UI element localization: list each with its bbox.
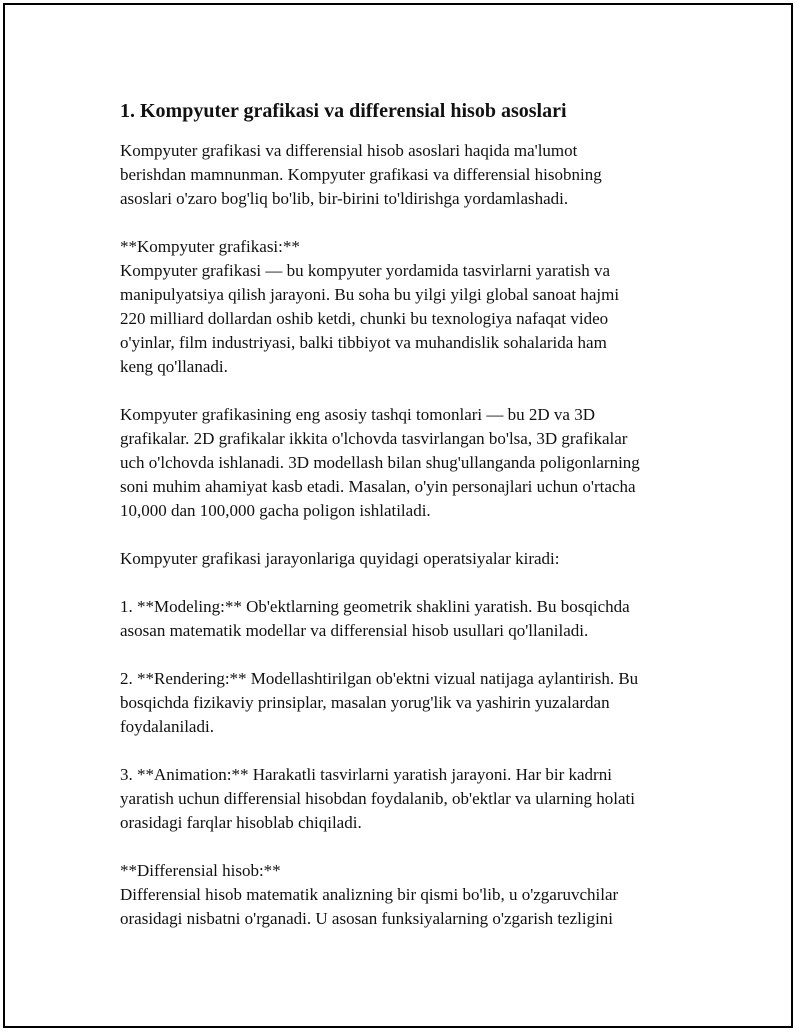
paragraph-2d-3d: Kompyuter grafikasining eng asosiy tashqi tomonlari — bu 2D va 3D grafikalar. 2D grafikalar ikkita o'lchovda tasvirlangan bo'lsa, 3D grafikalar uch o'lchovda ishlanadi. 3D modellash bilan shug'ullanganda poligonlarning soni muhim ahamiyat kasb etadi. Masalan, o'yin personajlari uchun o'rtacha 10,000 dan 100,000 gacha poligon ishlatiladi. — [120, 405, 640, 520]
paragraph-modeling: 1. **Modeling:** Ob'ektlarning geometrik shaklini yaratish. Bu bosqichda asosan matematik modellar va differensial hisob usullari qo'llaniladi. — [120, 597, 630, 640]
page-frame — [3, 3, 793, 1028]
paragraph-differensial-hisob: **Differensial hisob:** Differensial hisob matematik analizning bir qismi bo'lib, u o'zgaruvchilar orasidagi nisbatni o'rganadi. U asosan funksiyalarning o'zgarish tezligini — [120, 861, 619, 928]
paragraph-operations-intro: Kompyuter grafikasi jarayonlariga quyidagi operatsiyalar kiradi: — [120, 549, 560, 568]
paragraph-kompyuter-grafikasi: **Kompyuter grafikasi:** Kompyuter grafikasi — bu kompyuter yordamida tasvirlarni yaratish va manipulyatsiya qilish jarayoni. Bu soha bu yilgi yilgi global sanoat hajmi 220 milliard dollardan oshib ketdi, chunki bu texnologiya nafaqat video o'yinlar, film industriyasi, balki tibbiyot va muhandislik sohalarida ham keng qo'llanadi. — [120, 237, 620, 376]
paragraph-animation: 3. **Animation:** Harakatli tasvirlarni yaratish jarayoni. Har bir kadrni yaratish uchun differensial hisobdan foydalanib, ob'ektlar va ularning holati orasidagi farqlar hisoblab chiqiladi. — [120, 765, 635, 832]
paragraph-rendering: 2. **Rendering:** Modellashtirilgan ob'ektni vizual natijaga aylantirish. Bu bosqichda fizikaviy prinsiplar, masalan yorug'lik va yashirin yuzalardan foydalaniladi. — [120, 669, 639, 736]
document-body — [120, 97, 710, 955]
paragraph-intro: Kompyuter grafikasi va differensial hisob asoslari haqida ma'lumot berishdan mamnunman. Kompyuter grafikasi va differensial hisobning asoslari o'zaro bog'liq bo'lib, bir-birini to'ldirishga yordamlashadi. — [120, 141, 602, 208]
document-title: 1. Kompyuter grafikasi va differensial hisob asoslari — [120, 100, 567, 122]
